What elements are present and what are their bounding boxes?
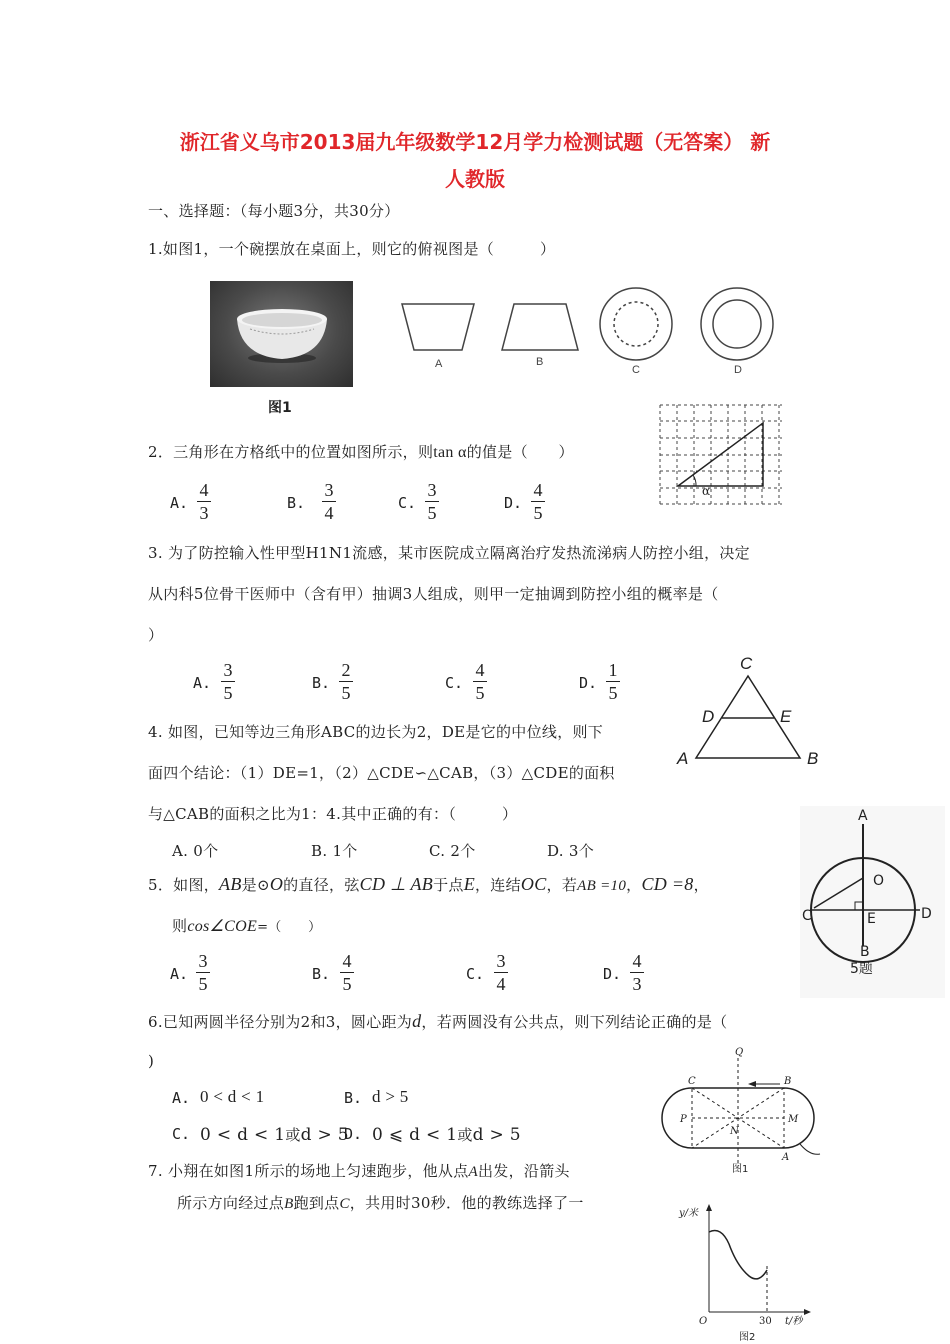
point-d-label: D [921,906,932,922]
t30-label: 30 [759,1316,772,1327]
figure-5-caption: 5题 [850,961,873,977]
q5-option-c-label: C. [466,965,485,983]
question-6-line1: 6.已知两圆半径分别为2和3，圆心距为d，若两圆没有公共点，则下列结论正确的是（ [148,1011,728,1031]
alpha-label: α [702,484,711,498]
option-d-circles [701,288,773,360]
q2-text-b: 的值是（ ） [466,443,574,461]
q5-option-a-fraction: 3 5 [196,951,210,994]
q2-option-c-fraction: 3 5 [425,480,439,523]
question-7-line1: 7. 小翔在如图1所示的场地上匀速跑步，他从点A出发，沿箭头 [148,1162,570,1180]
option-a-label: A [435,358,443,370]
figure-1-caption: 图1 [268,400,292,416]
question-4-line3: 与△CAB的面积之比为1：4.其中正确的有：（ ） [148,805,518,823]
q6-option-b-label: B. [344,1089,363,1107]
q6-option-a-expr: 0 < d < 1 [200,1087,265,1106]
q3-option-a-label: A. [193,674,212,692]
q5-circle-figure [800,806,945,998]
point-a-label: A [782,1152,790,1163]
question-1-text: 1.如图1，一个碗摆放在桌面上，则它的俯视图是（ ） [148,240,556,258]
q5-option-d-fraction: 4 3 [630,951,644,994]
q5-option-b-fraction: 4 5 [340,951,354,994]
point-o-label: O [873,873,885,889]
point-p-label: P [680,1114,687,1125]
q5-option-a-label: A. [170,965,189,983]
vertex-e-label: E [780,707,792,726]
figure-2-caption: 图2 [739,1332,756,1343]
option-b-trapezoid [502,304,578,350]
q6-option-a-label: A. [172,1089,191,1107]
question-2-text [148,441,574,462]
q6-option-d-expr: 0 ⩽ d < 1或d > 5 [372,1125,521,1145]
q6-option-c-label: C. [172,1125,191,1143]
q3-option-a-fraction: 3 5 [221,660,235,703]
section-heading: 一、选择题：（每小题3分，共30分） [148,202,400,220]
t-axis-label: t/秒 [785,1316,803,1327]
question-3-line2: 从内科5位骨干医师中（含有甲）抽调3人组成，则甲一定抽调到防控小组的概率是（ [148,585,719,603]
point-b-label: B [860,944,870,960]
bowl-photo [210,281,353,387]
point-n-label: N [730,1126,739,1137]
point-c-label: C [688,1076,696,1087]
vertex-a-label: A [677,749,689,768]
q1-options-figure [390,282,800,394]
vertex-d-label: D [702,707,715,726]
origin-label: O [699,1316,708,1327]
option-a-trapezoid [402,304,474,350]
q6-option-c-expr: 0 < d < 1或d > 5 [200,1125,349,1145]
q2-text-a: 2．三角形在方格纸中的位置如图所示，则 [148,443,434,461]
q4-option-c: C. 2个 [429,842,476,860]
question-7-line2: 所示方向经过点B跑到点C，共用时30秒．他的教练选择了一 [177,1194,584,1212]
point-m-label: M [788,1114,799,1125]
q3-option-c-fraction: 4 5 [473,660,487,703]
question-5-line2: 则cos∠COE=（ ） [172,917,322,935]
q5-option-c-fraction: 3 4 [494,951,508,994]
q2-option-b-label: B. [287,494,306,512]
q3-option-d-label: D. [579,674,598,692]
q3-option-b-fraction: 2 5 [339,660,353,703]
q6-option-b-expr: d > 5 [372,1087,409,1106]
point-a-label: A [858,808,868,824]
q4-triangle-figure [672,652,830,772]
question-3-line3: ） [148,626,164,644]
question-4-line1: 4. 如图，已知等边三角形ABC的边长为2，DE是它的中位线，则下 [148,723,604,741]
q4-option-d: D. 3个 [547,842,595,860]
q4-option-b: B. 1个 [311,842,358,860]
q2-tan: tan α [433,444,467,461]
figure-1-caption-q7: 图1 [732,1164,749,1175]
vertex-b-label: B [807,749,819,768]
q5-option-b-label: B. [312,965,331,983]
q2-option-d-fraction: 4 5 [531,480,545,523]
q6-option-d-label: D. [344,1125,363,1143]
q2-option-b-fraction: 3 4 [322,480,336,523]
option-d-label: D [734,364,742,376]
point-e-label: E [867,911,876,927]
q2-option-d-label: D. [504,494,523,512]
q3-option-d-fraction: 1 5 [606,660,620,703]
q5-option-d-label: D. [603,965,622,983]
q2-grid-figure [658,403,784,507]
question-4-line2: 面四个结论：（1）DE=1，（2）△CDE∽△CAB，（3）△CDE的面积 [148,764,615,782]
option-b-label: B [536,356,544,368]
q3-option-b-label: B. [312,674,331,692]
q3-option-c-label: C. [445,674,464,692]
point-q-label: Q [735,1047,744,1058]
question-3-line1: 3. 为了防控输入性甲型H1N1流感，某市医院成立隔离治疗发热流涕病人防控小组，决定 [148,544,750,562]
q2-option-a-label: A. [170,494,189,512]
point-b-label: B [784,1076,792,1087]
page-title-line1: 浙江省义乌市2013届九年级数学12月学力检测试题（无答案） 新 [179,130,771,154]
vertex-c-label: C [740,654,753,673]
q2-option-a-fraction: 4 3 [197,480,211,523]
question-5-line1: 5．如图，AB是⊙O的直径，弦CD ⊥ AB于点E，连结OC，若AB =10，CD =8， [148,874,709,894]
option-c-label: C [632,364,640,376]
q7-track-figure [660,1044,832,1176]
q4-option-a: A. 0个 [172,842,219,860]
q2-option-c-label: C. [398,494,417,512]
page-title-line2: 人教版 [445,167,505,191]
y-axis-label: y/米 [679,1208,699,1219]
question-6-line2: ) [148,1052,155,1070]
q7-graph-figure [675,1200,825,1344]
option-c-circles [600,288,672,360]
point-c-label: C [802,908,812,924]
